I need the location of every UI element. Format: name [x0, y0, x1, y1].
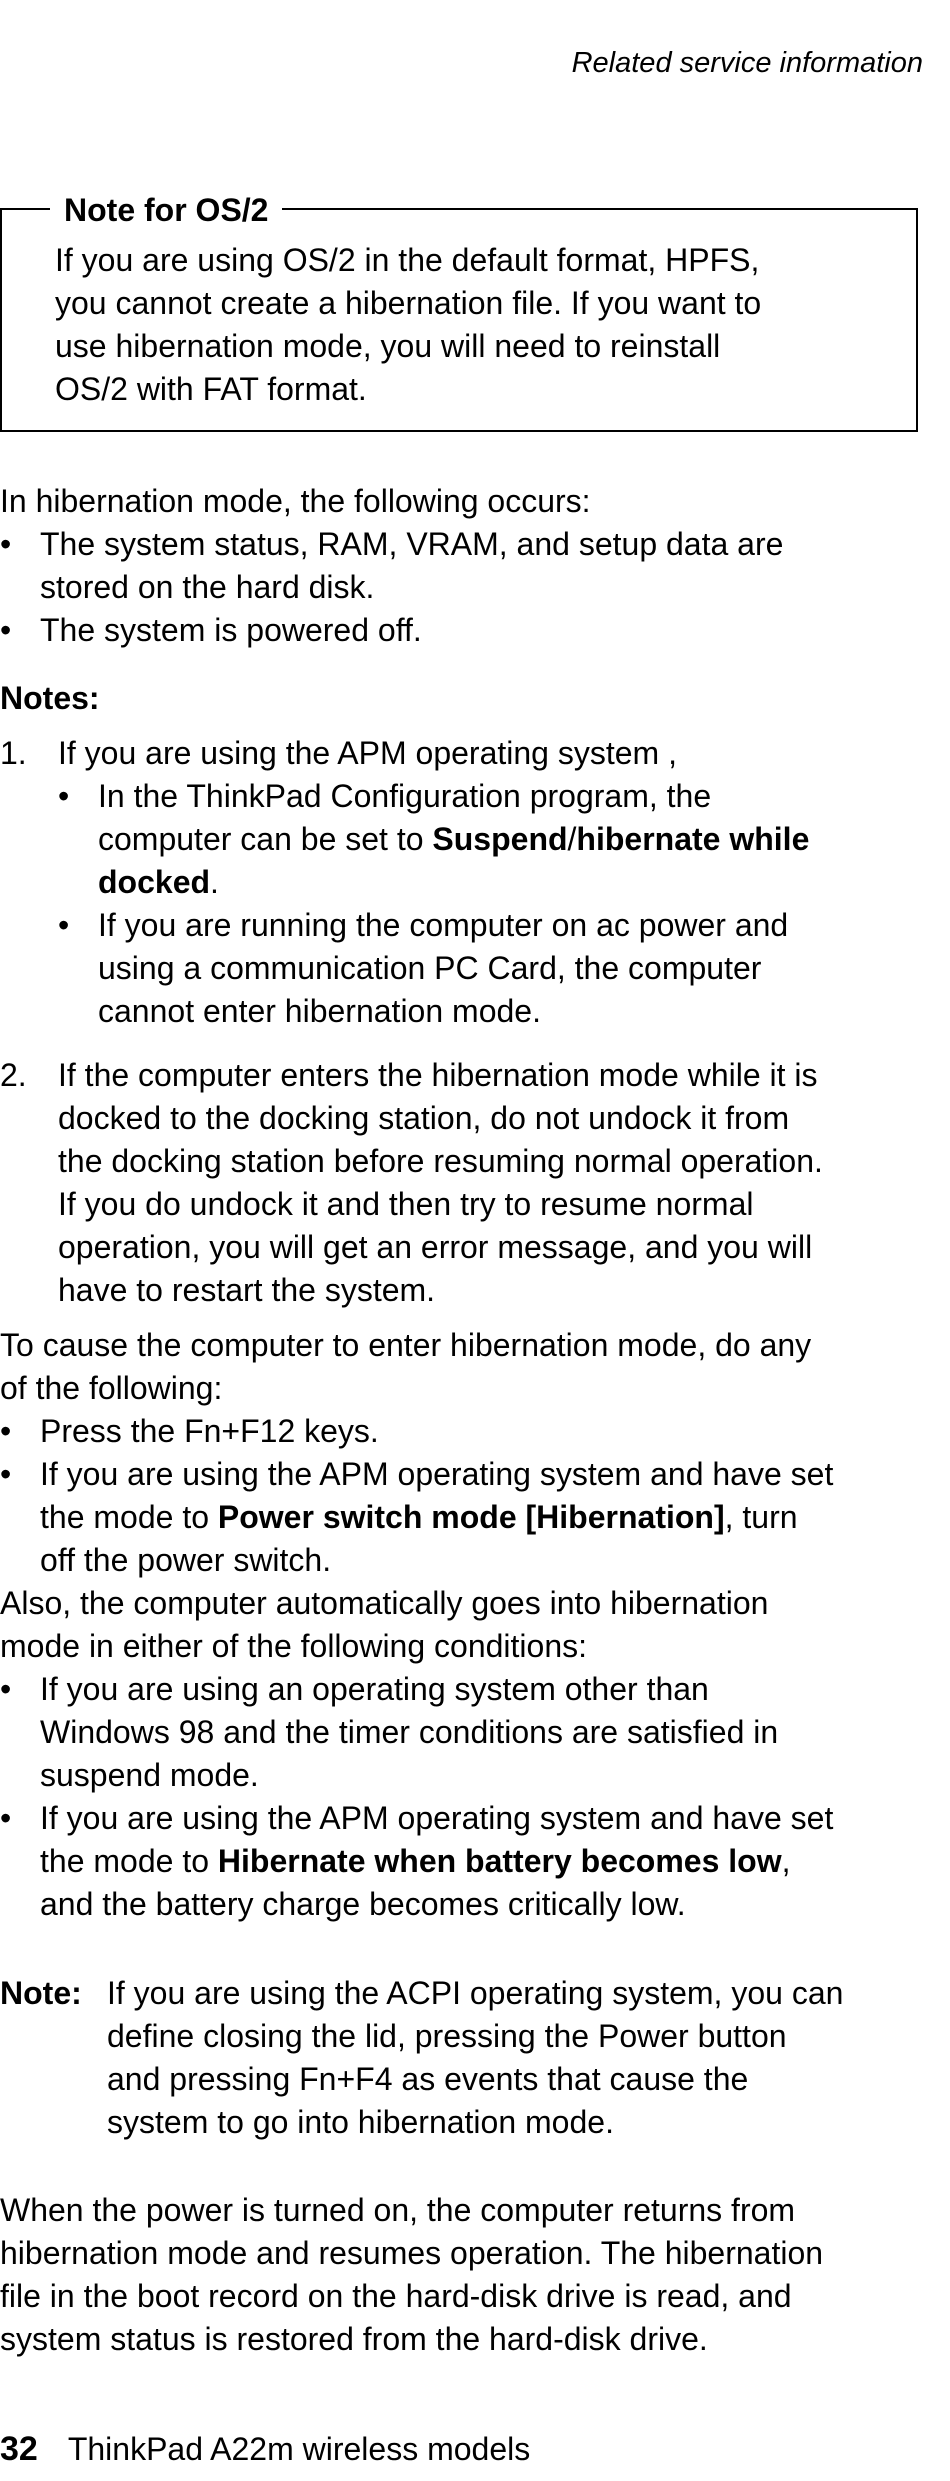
page-number: 32	[0, 2430, 38, 2468]
os2-note-title: Note for OS/2	[50, 190, 282, 230]
enter-bullet: • If you are using the APM operating system and have set the mode to Power switch mode [Hibernation], turn off the power switch.	[0, 1453, 930, 1582]
occurs-bullet: • The system is powered off.	[0, 609, 930, 652]
os2-note-box	[0, 192, 918, 432]
running-header: Related service information	[571, 47, 923, 79]
os2-note-text	[55, 239, 895, 411]
auto-intro: Also, the computer automatically goes into hibernation	[0, 1585, 769, 1621]
enter-intro: of the following:	[0, 1370, 223, 1406]
acpi-note-label: Note:	[0, 1975, 82, 2011]
occurs-bullet: • The system status, RAM, VRAM, and setup data are stored on the hard disk.	[0, 523, 930, 609]
notes-sub-bullet: • In the ThinkPad Configuration program, the computer can be set to Suspend/hibernate while docked.	[0, 775, 930, 904]
enter-intro: To cause the computer to enter hibernation mode, do any	[0, 1327, 812, 1363]
notes-item-2: 2. If the computer enters the hibernation mode while it is docked to the docking station, do not undock it from the docking station before resuming normal operation. If you do undock it and then try to resume normal operation, you will get an error message, and you will have to restart the system.	[0, 1054, 930, 1312]
book-title: ThinkPad A22m wireless models	[67, 2431, 531, 2467]
page-footer	[0, 2430, 530, 2469]
list-number: 1.	[0, 735, 27, 771]
os2-note-line: If you are using OS/2 in the default format, HPFS,	[55, 242, 760, 278]
notes-item-1: 1. If you are using the APM operating system , • In the ThinkPad Configuration program, the computer can be set to Suspend/hibernate while docked. • If you are running the computer on ac power and using a communication PC Card, the computer cannot enter hibernation mode.	[0, 732, 930, 1033]
auto-bullet: • If you are using the APM operating system and have set the mode to Hibernate when battery becomes low, and the battery charge becomes critically low.	[0, 1797, 930, 1926]
acpi-note: Note: If you are using the ACPI operating system, you can define closing the lid, pressing the Power button and pressing Fn+F4 as events that cause the system to go into hibernation mode.	[0, 1972, 930, 2144]
os2-note-line: OS/2 with FAT format.	[55, 371, 367, 407]
enter-section	[0, 1324, 930, 1926]
enter-bullet: • Press the Fn+F12 keys.	[0, 1410, 930, 1453]
auto-bullet: • If you are using an operating system other than Windows 98 and the timer conditions are satisfied in suspend mode.	[0, 1668, 930, 1797]
os2-note-line: use hibernation mode, you will need to reinstall	[55, 328, 721, 364]
os2-note-line: you cannot create a hibernation file. If you want to	[55, 285, 762, 321]
list-number: 2.	[0, 1057, 27, 1093]
notes-heading: Notes:	[0, 680, 100, 716]
occurs-section	[0, 480, 930, 652]
occurs-intro: In hibernation mode, the following occurs:	[0, 483, 591, 519]
auto-intro: mode in either of the following conditions:	[0, 1628, 588, 1664]
notes-sub-bullet: • If you are running the computer on ac power and using a communication PC Card, the computer cannot enter hibernation mode.	[0, 904, 930, 1033]
resume-paragraph: When the power is turned on, the computer returns from hibernation mode and resumes operation. The hibernation file in the boot record on the hard-disk drive is read, and system status is restored from the hard-disk drive.	[0, 2192, 824, 2357]
